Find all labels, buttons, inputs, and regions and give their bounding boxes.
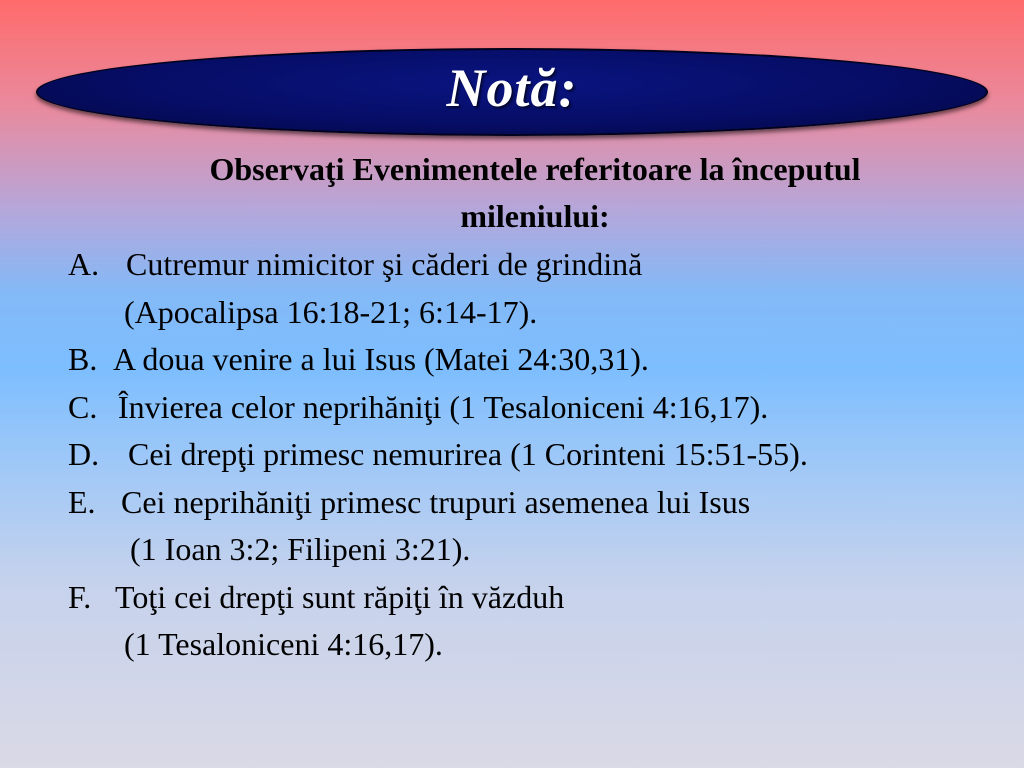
item-letter: C. bbox=[68, 388, 98, 425]
item-text: Cei neprihăniţi primesc trupuri asemenea lui Isus bbox=[121, 483, 751, 520]
list-item-f bbox=[68, 574, 1008, 622]
event-list bbox=[68, 241, 1008, 669]
slide-heading bbox=[110, 146, 960, 240]
list-item-b bbox=[68, 336, 1008, 384]
item-letter: F. bbox=[68, 578, 92, 615]
item-continuation: (1 Ioan 3:2; Filipeni 3:21). bbox=[130, 531, 471, 567]
list-item-e bbox=[68, 479, 1008, 527]
heading-line-1: Observaţi Evenimentele referitoare la începutul bbox=[209, 151, 861, 187]
slide-title: Notă: bbox=[446, 58, 578, 118]
title-banner bbox=[36, 48, 988, 136]
heading-line-2: mileniului: bbox=[460, 198, 610, 234]
item-letter: B. bbox=[68, 341, 98, 377]
item-text: Cei drepţi primesc nemurirea (1 Corinteni 15:51-55). bbox=[128, 436, 808, 472]
list-item-c bbox=[68, 384, 1008, 432]
item-text: Învierea celor neprihăniţi (1 Tesaloniceni 4:16,17). bbox=[118, 388, 769, 425]
item-letter: E. bbox=[68, 483, 96, 520]
item-text: A doua venire a lui Isus (Matei 24:30,31). bbox=[113, 341, 649, 377]
item-letter: D. bbox=[68, 436, 100, 472]
list-item-a bbox=[68, 241, 1008, 289]
item-continuation: (Apocalipsa 16:18-21; 6:14-17). bbox=[124, 293, 538, 330]
item-letter: A. bbox=[68, 246, 100, 282]
item-continuation: (1 Tesaloniceni 4:16,17). bbox=[124, 626, 443, 662]
item-text: Toţi cei drepţi sunt răpiţi în văzduh bbox=[115, 578, 565, 615]
item-text: Cutremur nimicitor şi căderi de grindină bbox=[126, 246, 643, 282]
list-item-d bbox=[68, 431, 1008, 479]
